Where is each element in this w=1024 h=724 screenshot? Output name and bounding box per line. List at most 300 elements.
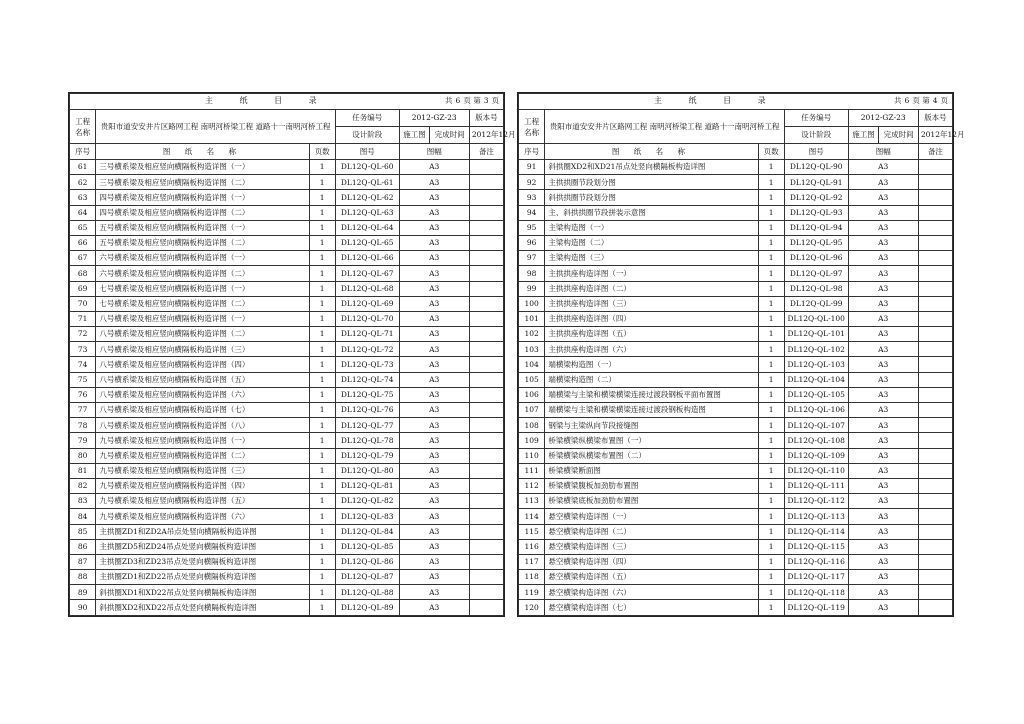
drawing-code: DL12Q-QL-105 <box>784 387 848 402</box>
table-row <box>519 509 953 524</box>
done-value: 2012年12月 <box>918 127 952 144</box>
table-row <box>519 570 953 585</box>
drawing-name: 六号横系梁及相应竖向横隔板构造详图（二） <box>96 266 309 281</box>
drawing-name: 主拱圈ZD5和ZD24吊点处竖向横隔板构造详图 <box>96 539 309 554</box>
row-number: 64 <box>70 205 96 220</box>
page-count: 1 <box>758 160 784 175</box>
row-note <box>469 327 503 342</box>
drawing-code: DL12Q-QL-91 <box>784 175 848 190</box>
page-count: 1 <box>758 281 784 296</box>
page-count: 1 <box>309 509 335 524</box>
paper-size: A3 <box>399 190 469 205</box>
table-row <box>519 251 953 266</box>
paper-size: A3 <box>399 554 469 569</box>
index-rows <box>519 160 953 616</box>
row-note <box>918 281 952 296</box>
drawing-name: 八号横系梁及相应竖向横隔板构造详图（四） <box>96 357 309 372</box>
paper-size: A3 <box>399 539 469 554</box>
project-name: 贵阳市道安安井片区路网工程 南明河桥梁工程 道路十一南明河桥工程 <box>545 110 785 144</box>
drawing-name: 主拱拱座构造详图（二） <box>545 281 758 296</box>
drawing-code: DL12Q-QL-68 <box>335 281 399 296</box>
page-count: 1 <box>758 311 784 326</box>
page-count: 1 <box>758 600 784 615</box>
paper-size: A3 <box>848 433 918 448</box>
drawing-code: DL12Q-QL-109 <box>784 448 848 463</box>
drawing-code: DL12Q-QL-116 <box>784 554 848 569</box>
drawing-name: 主拱拱座构造详图（六） <box>545 342 758 357</box>
row-note <box>918 190 952 205</box>
table-row <box>70 327 504 342</box>
drawing-code: DL12Q-QL-93 <box>784 205 848 220</box>
page-count: 1 <box>758 357 784 372</box>
drawing-name: 九号横系梁及相应竖向横隔板构造详图（六） <box>96 509 309 524</box>
drawing-name: 三号横系梁及相应竖向横隔板构造详图（二） <box>96 175 309 190</box>
drawing-name: 斜拱圈XD1和XD22吊点处竖向横隔板构造详图 <box>96 585 309 600</box>
row-number: 86 <box>70 539 96 554</box>
row-number: 112 <box>519 478 545 493</box>
row-number: 70 <box>70 296 96 311</box>
row-number: 65 <box>70 220 96 235</box>
paper-size: A3 <box>848 175 918 190</box>
row-number: 103 <box>519 342 545 357</box>
row-number: 107 <box>519 403 545 418</box>
paper-size: A3 <box>848 372 918 387</box>
table-row <box>70 570 504 585</box>
row-number: 105 <box>519 372 545 387</box>
drawing-code: DL12Q-QL-94 <box>784 220 848 235</box>
page-count: 1 <box>309 433 335 448</box>
table-row <box>70 372 504 387</box>
column-header-row <box>70 144 504 160</box>
row-number: 76 <box>70 387 96 402</box>
drawing-code: DL12Q-QL-117 <box>784 570 848 585</box>
row-number: 83 <box>70 494 96 509</box>
drawing-code: DL12Q-QL-84 <box>335 524 399 539</box>
page-count: 1 <box>758 205 784 220</box>
table-row <box>519 266 953 281</box>
row-note <box>918 175 952 190</box>
col-code-header: 图号 <box>784 144 848 160</box>
drawing-code: DL12Q-QL-71 <box>335 327 399 342</box>
page-count: 1 <box>309 160 335 175</box>
paper-size: A3 <box>399 342 469 357</box>
row-note <box>469 266 503 281</box>
row-number: 87 <box>70 554 96 569</box>
drawing-index-sheet-right <box>517 92 965 617</box>
row-note <box>469 433 503 448</box>
drawing-name: 悬空横梁构造详图（三） <box>545 539 758 554</box>
row-number: 119 <box>519 585 545 600</box>
col-size-header: 图幅 <box>399 144 469 160</box>
row-note <box>918 463 952 478</box>
table-row <box>519 160 953 175</box>
drawing-code: DL12Q-QL-78 <box>335 433 399 448</box>
col-name-header: 图 纸 名 称 <box>545 144 758 160</box>
page-count: 1 <box>758 372 784 387</box>
paper-size: A3 <box>399 266 469 281</box>
row-number: 78 <box>70 418 96 433</box>
row-number: 69 <box>70 281 96 296</box>
page-count: 1 <box>309 585 335 600</box>
paper-size: A3 <box>399 524 469 539</box>
paper-size: A3 <box>399 281 469 296</box>
row-number: 71 <box>70 311 96 326</box>
table-row <box>70 403 504 418</box>
paper-size: A3 <box>848 311 918 326</box>
page-count: 1 <box>309 372 335 387</box>
row-note <box>918 357 952 372</box>
drawing-code: DL12Q-QL-106 <box>784 403 848 418</box>
row-note <box>469 175 503 190</box>
drawing-code: DL12Q-QL-115 <box>784 539 848 554</box>
page-count: 1 <box>309 327 335 342</box>
paper-size: A3 <box>399 463 469 478</box>
page-count: 1 <box>309 311 335 326</box>
drawing-name: 五号横系梁及相应竖向横隔板构造详图（二） <box>96 235 309 250</box>
row-note <box>469 235 503 250</box>
index-rows <box>70 160 504 616</box>
drawing-name: 九号横系梁及相应竖向横隔板构造详图（三） <box>96 463 309 478</box>
drawing-code: DL12Q-QL-101 <box>784 327 848 342</box>
title-row <box>70 94 504 110</box>
paper-size: A3 <box>399 433 469 448</box>
drawing-name: 端横梁构造图（二） <box>545 372 758 387</box>
row-number: 91 <box>519 160 545 175</box>
table-row <box>519 554 953 569</box>
paper-size: A3 <box>848 387 918 402</box>
drawing-name: 斜拱圈XD2和XD21吊点处竖向横隔板构造详图 <box>545 160 758 175</box>
row-number: 85 <box>70 524 96 539</box>
row-note <box>918 251 952 266</box>
row-number: 95 <box>519 220 545 235</box>
row-note <box>918 554 952 569</box>
drawing-name: 桥梁横梁纵横梁布置图（二） <box>545 448 758 463</box>
page-count: 1 <box>309 570 335 585</box>
table-row <box>70 554 504 569</box>
table-row <box>70 311 504 326</box>
row-note <box>469 463 503 478</box>
paper-size: A3 <box>399 478 469 493</box>
stage-label: 设计阶段 <box>784 127 848 144</box>
page-count: 1 <box>758 418 784 433</box>
drawing-code: DL12Q-QL-63 <box>335 205 399 220</box>
page-count: 1 <box>758 494 784 509</box>
drawing-code: DL12Q-QL-92 <box>784 190 848 205</box>
table-row <box>519 433 953 448</box>
stage-label: 设计阶段 <box>335 127 399 144</box>
paper-size: A3 <box>848 585 918 600</box>
paper-size: A3 <box>399 235 469 250</box>
table-row <box>70 296 504 311</box>
drawing-code: DL12Q-QL-111 <box>784 478 848 493</box>
page-count: 1 <box>758 220 784 235</box>
paper-size: A3 <box>848 524 918 539</box>
drawing-code: DL12Q-QL-61 <box>335 175 399 190</box>
drawing-code: DL12Q-QL-87 <box>335 570 399 585</box>
drawing-name: 主拱拱圈节段划分图 <box>545 175 758 190</box>
row-note <box>918 494 952 509</box>
row-number: 109 <box>519 433 545 448</box>
page-count: 1 <box>309 463 335 478</box>
row-note <box>469 403 503 418</box>
row-number: 97 <box>519 251 545 266</box>
row-note <box>469 311 503 326</box>
page-count: 1 <box>758 327 784 342</box>
row-note <box>918 524 952 539</box>
page-count: 1 <box>309 266 335 281</box>
row-number: 79 <box>70 433 96 448</box>
task-label: 任务编号 <box>784 110 848 127</box>
drawing-name: 八号横系梁及相应竖向横隔板构造详图（五） <box>96 372 309 387</box>
table-row <box>519 524 953 539</box>
drawing-name: 八号横系梁及相应竖向横隔板构造详图（一） <box>96 311 309 326</box>
table-row <box>519 418 953 433</box>
row-note <box>918 296 952 311</box>
table-row <box>519 220 953 235</box>
done-label: 完成时间 <box>879 127 919 144</box>
row-note <box>469 342 503 357</box>
page-count: 1 <box>309 387 335 402</box>
row-number: 73 <box>70 342 96 357</box>
paper-size: A3 <box>399 403 469 418</box>
drawing-name: 端横梁与主梁和横梁横梁连接过渡段钢板构造图 <box>545 403 758 418</box>
row-number: 101 <box>519 311 545 326</box>
page-count: 1 <box>758 266 784 281</box>
row-number: 62 <box>70 175 96 190</box>
row-note <box>918 403 952 418</box>
row-number: 113 <box>519 494 545 509</box>
row-number: 110 <box>519 448 545 463</box>
row-note <box>469 524 503 539</box>
drawing-code: DL12Q-QL-104 <box>784 372 848 387</box>
paper-size: A3 <box>399 251 469 266</box>
paper-size: A3 <box>399 448 469 463</box>
table-row <box>519 175 953 190</box>
column-header-row <box>519 144 953 160</box>
stage-value: 施工图 <box>399 127 430 144</box>
row-note <box>918 418 952 433</box>
drawing-code: DL12Q-QL-79 <box>335 448 399 463</box>
drawing-name: 八号横系梁及相应竖向横隔板构造详图（三） <box>96 342 309 357</box>
drawing-name: 五号横系梁及相应竖向横隔板构造详图（一） <box>96 220 309 235</box>
drawing-name: 斜拱圈XD2和XD22吊点处竖向横隔板构造详图 <box>96 600 309 615</box>
paper-size: A3 <box>399 509 469 524</box>
drawing-code: DL12Q-QL-76 <box>335 403 399 418</box>
table-row <box>519 387 953 402</box>
row-number: 81 <box>70 463 96 478</box>
drawing-code: DL12Q-QL-86 <box>335 554 399 569</box>
drawing-code: DL12Q-QL-98 <box>784 281 848 296</box>
sheet-title: 主 纸 目 录 <box>205 96 329 105</box>
drawing-name: 主拱拱座构造详图（四） <box>545 311 758 326</box>
drawing-name: 主梁构造图（三） <box>545 251 758 266</box>
drawing-code: DL12Q-QL-113 <box>784 509 848 524</box>
row-number: 98 <box>519 266 545 281</box>
page-count: 1 <box>758 296 784 311</box>
paper-size: A3 <box>848 327 918 342</box>
table-row <box>70 220 504 235</box>
row-number: 88 <box>70 570 96 585</box>
table-row <box>70 600 504 615</box>
col-code-header: 图号 <box>335 144 399 160</box>
version-label: 版本号 <box>918 110 952 127</box>
paper-size: A3 <box>848 220 918 235</box>
table-row <box>519 235 953 250</box>
table-row <box>70 342 504 357</box>
page-count: 1 <box>309 403 335 418</box>
paper-size: A3 <box>848 190 918 205</box>
drawing-code: DL12Q-QL-108 <box>784 433 848 448</box>
page-count: 1 <box>758 342 784 357</box>
table-row <box>70 524 504 539</box>
drawing-code: DL12Q-QL-74 <box>335 372 399 387</box>
page-count: 1 <box>758 570 784 585</box>
row-number: 74 <box>70 357 96 372</box>
table-row <box>519 342 953 357</box>
col-size-header: 图幅 <box>848 144 918 160</box>
row-number: 108 <box>519 418 545 433</box>
row-note <box>918 387 952 402</box>
drawing-name: 主拱圈ZD1和ZD22吊点处竖向横隔板构造详图 <box>96 570 309 585</box>
paper-size: A3 <box>848 296 918 311</box>
drawing-code: DL12Q-QL-88 <box>335 585 399 600</box>
drawing-code: DL12Q-QL-107 <box>784 418 848 433</box>
drawing-name: 四号横系梁及相应竖向横隔板构造详图（二） <box>96 205 309 220</box>
drawing-code: DL12Q-QL-103 <box>784 357 848 372</box>
drawing-name: 悬空横梁构造详图（六） <box>545 585 758 600</box>
paper-size: A3 <box>399 600 469 615</box>
drawing-name: 主、斜拱拱圈节段拼装示意图 <box>545 205 758 220</box>
col-name-header: 图 纸 名 称 <box>96 144 309 160</box>
table-row <box>70 509 504 524</box>
col-no-header: 序号 <box>70 144 96 160</box>
table-row <box>519 357 953 372</box>
table-row <box>70 418 504 433</box>
drawing-name: 六号横系梁及相应竖向横隔板构造详图（一） <box>96 251 309 266</box>
page-count: 1 <box>758 175 784 190</box>
drawing-code: DL12Q-QL-80 <box>335 463 399 478</box>
row-number: 72 <box>70 327 96 342</box>
drawing-name: 主梁构造图（二） <box>545 235 758 250</box>
drawing-code: DL12Q-QL-118 <box>784 585 848 600</box>
table-row <box>519 372 953 387</box>
row-number: 102 <box>519 327 545 342</box>
drawing-name: 端横梁构造图（一） <box>545 357 758 372</box>
row-number: 68 <box>70 266 96 281</box>
row-note <box>918 327 952 342</box>
row-note <box>469 448 503 463</box>
paper-size: A3 <box>399 327 469 342</box>
page-count: 1 <box>758 433 784 448</box>
row-note <box>918 448 952 463</box>
table-row <box>70 433 504 448</box>
table-row <box>519 539 953 554</box>
row-note <box>469 251 503 266</box>
row-number: 116 <box>519 539 545 554</box>
paper-size: A3 <box>848 600 918 615</box>
drawing-name: 九号横系梁及相应竖向横隔板构造详图（五） <box>96 494 309 509</box>
row-note <box>918 433 952 448</box>
table-row <box>70 357 504 372</box>
page-count: 1 <box>758 403 784 418</box>
row-number: 100 <box>519 296 545 311</box>
row-number: 111 <box>519 463 545 478</box>
row-note <box>918 205 952 220</box>
title-row <box>519 94 953 110</box>
drawing-code: DL12Q-QL-102 <box>784 342 848 357</box>
table-row <box>519 296 953 311</box>
row-number: 96 <box>519 235 545 250</box>
page-count: 1 <box>309 478 335 493</box>
drawing-code: DL12Q-QL-81 <box>335 478 399 493</box>
row-number: 63 <box>70 190 96 205</box>
drawing-code: DL12Q-QL-72 <box>335 342 399 357</box>
paper-size: A3 <box>848 418 918 433</box>
drawing-name: 九号横系梁及相应竖向横隔板构造详图（四） <box>96 478 309 493</box>
table-row <box>519 327 953 342</box>
page-count: 1 <box>309 600 335 615</box>
drawing-code: DL12Q-QL-85 <box>335 539 399 554</box>
row-note <box>469 539 503 554</box>
paper-size: A3 <box>399 570 469 585</box>
drawing-code: DL12Q-QL-75 <box>335 387 399 402</box>
page-count: 1 <box>758 585 784 600</box>
page-count: 1 <box>309 448 335 463</box>
col-no-header: 序号 <box>519 144 545 160</box>
table-row <box>519 478 953 493</box>
table-row <box>519 448 953 463</box>
drawing-name: 悬空横梁构造详图（七） <box>545 600 758 615</box>
page-count: 1 <box>758 478 784 493</box>
drawing-name: 七号横系梁及相应竖向横隔板构造详图（二） <box>96 296 309 311</box>
row-note <box>918 160 952 175</box>
row-number: 106 <box>519 387 545 402</box>
row-note <box>469 585 503 600</box>
row-number: 84 <box>70 509 96 524</box>
row-note <box>918 372 952 387</box>
table-row <box>70 463 504 478</box>
drawing-code: DL12Q-QL-112 <box>784 494 848 509</box>
table-row <box>70 175 504 190</box>
page-count: 1 <box>758 463 784 478</box>
paper-size: A3 <box>399 494 469 509</box>
drawing-name: 七号横系梁及相应竖向横隔板构造详图（一） <box>96 281 309 296</box>
paper-size: A3 <box>399 311 469 326</box>
page-count: 1 <box>309 220 335 235</box>
row-number: 99 <box>519 281 545 296</box>
drawing-name: 桥梁横梁腹板加劲肋布置图 <box>545 478 758 493</box>
row-number: 90 <box>70 600 96 615</box>
task-label: 任务编号 <box>335 110 399 127</box>
row-note <box>918 220 952 235</box>
paper-size: A3 <box>848 281 918 296</box>
paper-size: A3 <box>848 251 918 266</box>
sheet-title: 主 纸 目 录 <box>654 96 778 105</box>
row-note <box>918 311 952 326</box>
table-row <box>70 539 504 554</box>
table-row <box>70 478 504 493</box>
row-note <box>469 372 503 387</box>
drawing-name: 九号横系梁及相应竖向横隔板构造详图（二） <box>96 448 309 463</box>
table-row <box>519 585 953 600</box>
page-count: 1 <box>309 205 335 220</box>
row-number: 80 <box>70 448 96 463</box>
page-count: 1 <box>758 448 784 463</box>
table-row <box>70 190 504 205</box>
col-note-header: 备注 <box>918 144 952 160</box>
drawing-code: DL12Q-QL-97 <box>784 266 848 281</box>
paper-size: A3 <box>848 357 918 372</box>
